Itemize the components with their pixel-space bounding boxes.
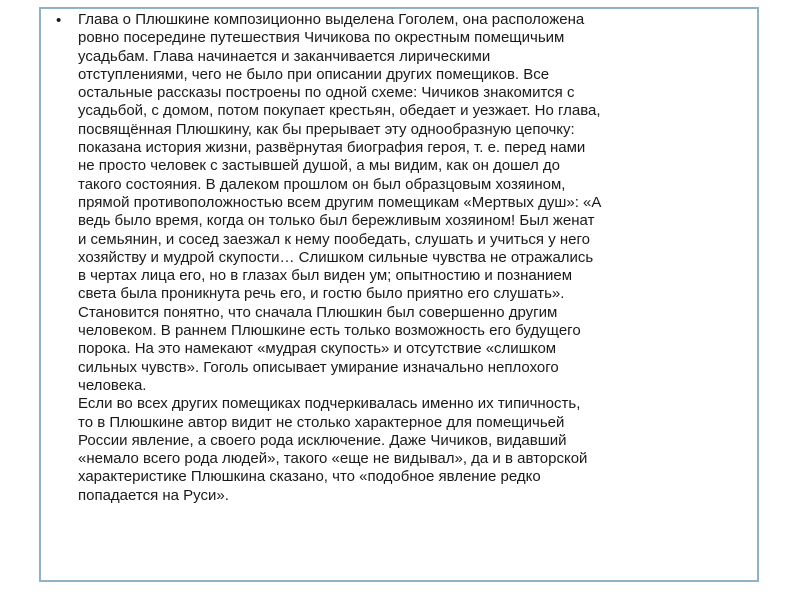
text-line: хозяйству и мудрой скупости… Слишком сильные чувства не отражались [78,248,594,266]
text-line: света была проникнута речь его, и гостю было приятно его слушать». [78,285,565,303]
text-line: посвящённая Плюшкину, как бы прерывает эту однообразную цепочку: [78,120,575,138]
text-line: остальные рассказы построены по одной схеме: Чичиков знакомится с [78,84,575,102]
text-line: ведь было время, когда он только был бережливым хозяином! Был женат [78,212,595,230]
text-line: сильных чувств». Гоголь описывает умирание изначально неплохого [78,358,559,376]
text-line: то в Плюшкине автор видит не столько характерное для помещичьей [78,413,565,431]
text-line: усадьбам. Глава начинается и заканчивается лирическими [78,47,491,65]
text-line: в чертах лица его, но в глазах был виден ум; опытностию и познанием [78,267,573,285]
text-line: усадьбой, с домом, потом покупает крестьян, обедает и уезжает. Но глава, [78,102,601,120]
text-line: порока. На это намекают «мудрая скупость» и отсутствие «слишком [78,340,557,358]
text-line: прямой противоположностью всем другим помещикам «Мертвых душ»: «А [78,193,602,211]
text-line: такого состояния. В далеком прошлом он был образцовым хозяином, [78,175,566,193]
bullet-marker: • [56,12,62,29]
text-line: России явление, а своего рода исключение. Даже Чичиков, видавший [78,431,567,449]
text-line: попадается на Руси». [78,486,229,504]
text-line: ровно посередине путешествия Чичикова по окрестным помещичьим [78,29,565,47]
text-line: отступлениями, чего не было при описании других помещиков. Все [78,65,550,83]
text-line: и семьянин, и сосед заезжал к нему пообедать, слушать и учиться у него [78,230,590,248]
text-line: «немало всего рода людей», такого «еще не видывал», да и в авторской [78,450,588,468]
text-line: человека. [78,376,147,394]
text-line: Если во всех других помещиках подчеркивалась именно их типичность, [78,395,581,413]
text-line: человеком. В раннем Плюшкине есть только возможность его будущего [78,322,581,340]
text-line: не просто человек с застывшей душой, а мы видим, как он дошел до [78,157,561,175]
text-line: характеристике Плюшкина сказано, что «подобное явление редко [78,468,541,486]
text-line: Становится понятно, что сначала Плюшкин был совершенно другим [78,303,558,321]
text-line: показана история жизни, развёрнутая биография героя, т. е. перед нами [78,139,586,157]
slide-body-text [78,11,754,505]
text-line: Глава о Плюшкине композиционно выделена Гоголем, она расположена [78,11,585,28]
